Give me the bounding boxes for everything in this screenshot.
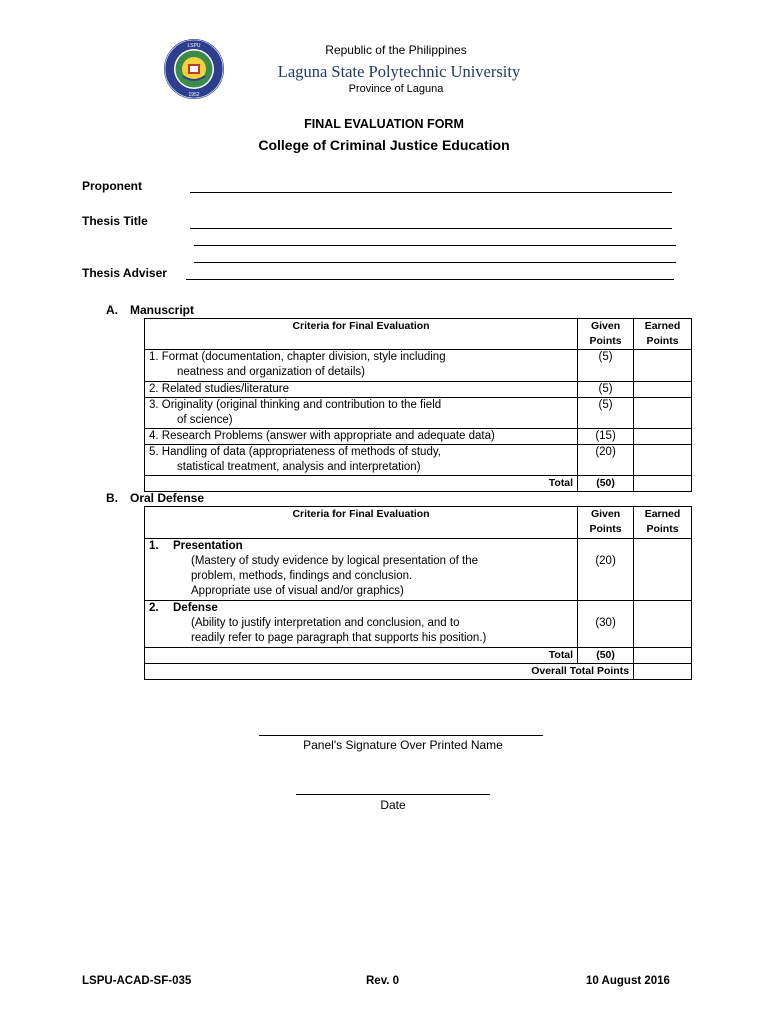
section-b-heading <box>106 491 204 505</box>
earned-total-cell[interactable] <box>634 648 692 664</box>
thesis-title-label: Thesis Title <box>82 214 148 228</box>
criteria-header: Criteria for Final Evaluation <box>145 319 578 350</box>
earned-total-cell[interactable] <box>634 476 692 492</box>
republic-label: Republic of the Philippines <box>325 43 467 57</box>
table-row <box>145 601 692 648</box>
criterion-text: 3. Originality (original thinking and contribution to the field <box>149 399 442 411</box>
earned-points-cell[interactable] <box>634 398 692 429</box>
section-b-letter: B. <box>106 491 118 505</box>
overall-total-label: Overall Total Points <box>145 664 634 680</box>
proponent-label: Proponent <box>82 179 142 193</box>
given-points-header: Given Points <box>578 507 634 539</box>
form-code: LSPU-ACAD-SF-035 <box>82 975 192 987</box>
earned-points-header: Earned Points <box>634 507 692 539</box>
criterion-text: Appropriate use of visual and/or graphics) <box>191 585 404 597</box>
given-points: (15) <box>578 429 634 445</box>
date-field[interactable] <box>296 794 490 795</box>
criterion-text-cont: neatness and organization of details) <box>177 366 365 378</box>
svg-text:LSPU: LSPU <box>187 43 201 49</box>
total-points: (50) <box>578 648 634 664</box>
criterion-text: problem, methods, findings and conclusion. <box>191 570 413 582</box>
criterion-number: 1. <box>149 540 159 552</box>
total-label: Total <box>145 648 578 664</box>
given-points: (20) <box>578 445 634 476</box>
total-row <box>145 648 692 664</box>
criterion-text: (Ability to justify interpretation and conclusion, and to <box>191 617 460 629</box>
thesis-title-field-line-1[interactable] <box>190 228 672 229</box>
given-points-header: Given Points <box>578 319 634 350</box>
criterion-text: readily refer to page paragraph that supports his position.) <box>191 632 487 644</box>
table-row <box>145 539 692 601</box>
earned-points-cell[interactable] <box>634 445 692 476</box>
thesis-adviser-field[interactable] <box>186 279 674 280</box>
criterion-text: 5. Handling of data (appropriateness of methods of study, <box>149 446 441 458</box>
total-points: (50) <box>578 476 634 492</box>
criterion-text: 1. Format (documentation, chapter division, style including <box>149 351 446 363</box>
given-points: (5) <box>578 350 634 382</box>
earned-points-cell[interactable] <box>634 429 692 445</box>
earned-points-cell[interactable] <box>634 539 692 601</box>
given-points: (5) <box>578 382 634 398</box>
oral-defense-table <box>144 506 692 680</box>
section-a-heading <box>106 303 194 317</box>
section-a-title: Manuscript <box>130 303 195 317</box>
form-title: FINAL EVALUATION FORM <box>304 117 464 131</box>
svg-text:1952: 1952 <box>188 92 200 98</box>
criteria-header: Criteria for Final Evaluation <box>145 507 578 539</box>
thesis-title-field-line-2[interactable] <box>194 245 676 246</box>
total-label: Total <box>145 476 578 492</box>
overall-total-cell[interactable] <box>634 664 692 680</box>
given-points: (30) <box>578 601 634 648</box>
panel-signature-label: Panel's Signature Over Printed Name <box>303 738 503 752</box>
criterion-title: Presentation <box>173 540 243 552</box>
table-row <box>145 382 692 398</box>
form-date: 10 August 2016 <box>586 975 670 987</box>
college-name: College of Criminal Justice Education <box>258 137 510 153</box>
criterion-text: (Mastery of study evidence by logical presentation of the <box>191 555 479 567</box>
criterion-number: 2. <box>149 602 159 614</box>
manuscript-table <box>144 318 692 492</box>
criterion-title: Defense <box>173 602 218 614</box>
province-label: Province of Laguna <box>348 83 444 95</box>
overall-total-row <box>145 664 692 680</box>
table-row <box>145 398 692 429</box>
table-row <box>145 445 692 476</box>
proponent-field[interactable] <box>190 192 672 193</box>
thesis-adviser-label: Thesis Adviser <box>82 266 167 280</box>
section-a-letter: A. <box>106 303 118 317</box>
given-points: (5) <box>578 398 634 429</box>
criterion-text: 2. Related studies/literature <box>149 383 289 395</box>
table-row <box>145 350 692 382</box>
earned-points-cell[interactable] <box>634 382 692 398</box>
criterion-text-cont: statistical treatment, analysis and interpretation) <box>177 461 421 473</box>
criterion-text-cont: of science) <box>177 414 233 426</box>
section-b-title: Oral Defense <box>130 491 205 505</box>
given-points: (20) <box>578 539 634 601</box>
thesis-title-field-line-3[interactable] <box>194 262 676 263</box>
earned-points-header: Earned Points <box>634 319 692 350</box>
date-label: Date <box>380 798 406 812</box>
earned-points-cell[interactable] <box>634 601 692 648</box>
university-name: Laguna State Polytechnic University <box>277 62 521 81</box>
earned-points-cell[interactable] <box>634 350 692 382</box>
revision-label: Rev. 0 <box>366 975 400 987</box>
total-row <box>145 476 692 492</box>
panel-signature-field[interactable] <box>259 735 543 736</box>
criterion-text: 4. Research Problems (answer with appropriate and adequate data) <box>149 430 495 442</box>
table-row <box>145 429 692 445</box>
